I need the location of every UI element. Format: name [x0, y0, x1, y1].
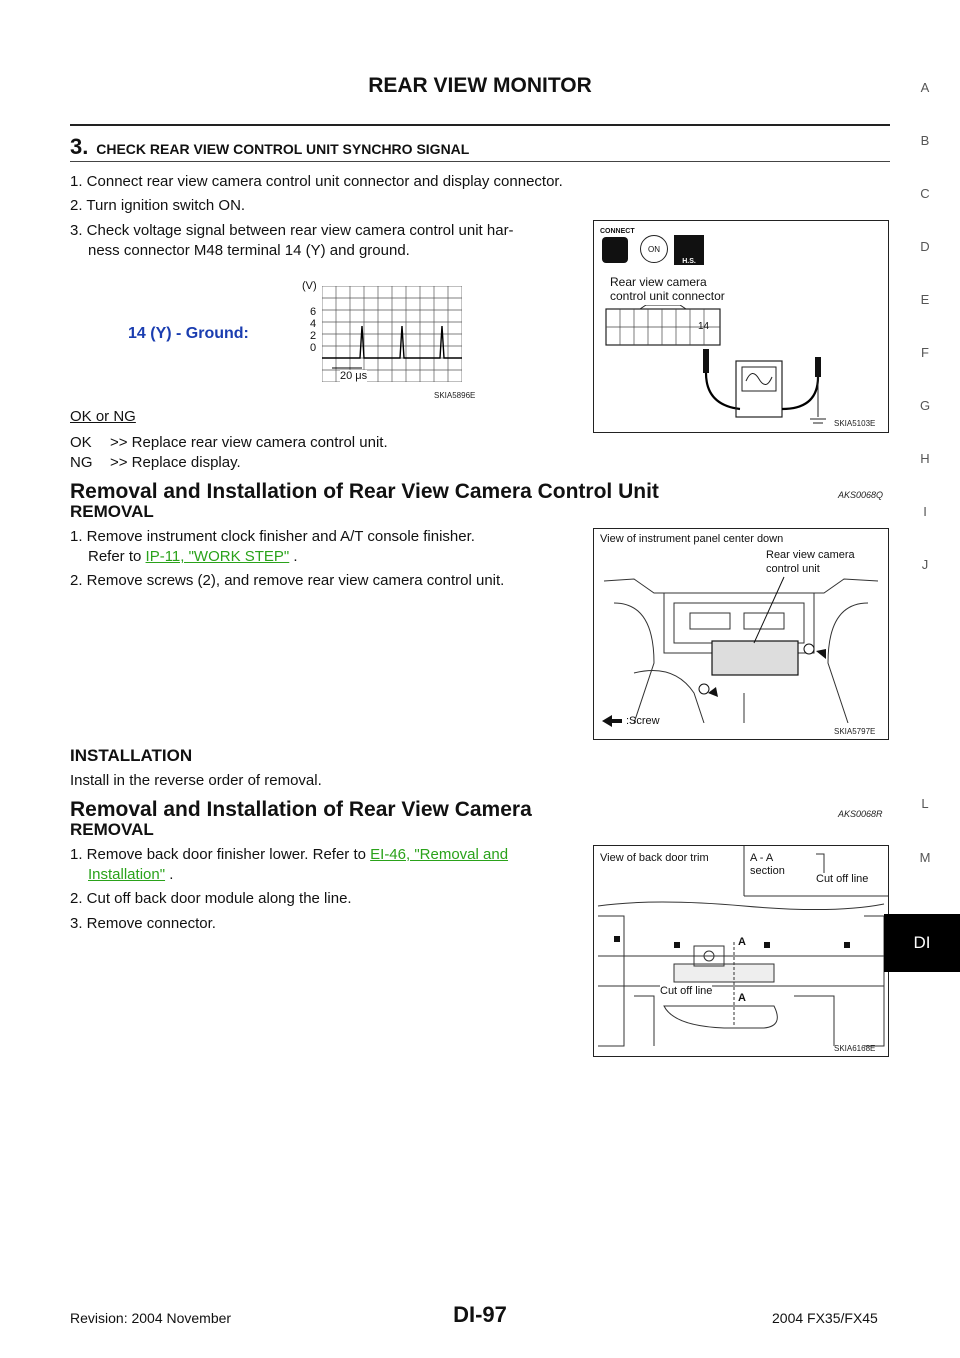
step-item-3-cont: ness connector M48 terminal 14 (Y) and ground.	[88, 242, 410, 259]
hs-label: H.S.	[682, 258, 696, 265]
ip-figure-title: View of instrument panel center down	[600, 533, 784, 545]
side-index-i[interactable]: I	[923, 504, 927, 519]
step-item-2: 2. Turn ignition switch ON.	[70, 197, 246, 214]
ip-figure-drawing	[594, 573, 888, 723]
step-heading	[70, 134, 469, 160]
connector-code: SKIA5103E	[834, 419, 876, 428]
ei46-link[interactable]: EI-46, "Removal and	[370, 846, 509, 863]
ok-ng-label: OK or NG	[70, 408, 136, 425]
side-index-b[interactable]: B	[920, 133, 930, 148]
connector-icon	[602, 237, 628, 263]
section1-removal-title: REMOVAL	[70, 502, 154, 521]
step-number: 3.	[70, 134, 89, 159]
step-rule	[70, 161, 890, 162]
section1-item-1: 1. Remove instrument clock finisher and A/T console finisher.	[70, 528, 475, 545]
section2-item-2: 2. Cut off back door module along the line.	[70, 890, 352, 907]
waveform-time: 20 μs	[340, 370, 368, 382]
waveform-label: 14 (Y) - Ground:	[128, 325, 249, 342]
ip-figure-code: SKIA5797E	[834, 727, 876, 736]
result-ok-key: OK	[70, 434, 92, 451]
step-item-1: 1. Connect rear view camera control unit connector and display connector.	[70, 173, 563, 190]
mark-a-bottom: A	[738, 992, 746, 1004]
section2-code: AKS0068R	[838, 809, 883, 819]
result-ng-key: NG	[70, 454, 93, 471]
section1-ref-text: Refer to	[88, 548, 146, 565]
section2-item-1-end: .	[165, 866, 174, 883]
back-door-figure-code: SKIA6168E	[834, 1044, 876, 1053]
step-title: CHECK REAR VIEW CONTROL UNIT SYNCHRO SIGNAL	[96, 141, 470, 157]
step-item-3: 3. Check voltage signal between rear view camera control unit har-	[70, 222, 514, 239]
section1-code: AKS0068Q	[838, 490, 884, 500]
section1-title: Removal and Installation of Rear View Camera Control Unit	[70, 480, 659, 503]
side-index-a[interactable]: A	[920, 80, 930, 95]
cut-off-line-label-1: Cut off line	[816, 873, 869, 885]
waveform-tick-4: 4	[310, 318, 317, 330]
section1-item-1-ref	[88, 547, 298, 567]
footer-page-number: DI-97	[453, 1302, 507, 1327]
back-door-figure	[593, 845, 889, 1057]
ip-figure-label1: Rear view camera	[766, 549, 855, 561]
page-header-title: REAR VIEW MONITOR	[368, 74, 592, 97]
on-label: ON	[648, 244, 660, 254]
terminal-number: 14	[698, 321, 710, 332]
side-index-f[interactable]: F	[921, 345, 929, 360]
waveform-tick-6: 6	[310, 306, 317, 318]
side-index-d[interactable]: D	[920, 239, 930, 254]
header-rule	[70, 124, 890, 126]
waveform-unit: (V)	[302, 280, 317, 292]
harness-side-icon	[674, 235, 704, 265]
result-ok-text: >> Replace rear view camera control unit.	[110, 434, 388, 451]
side-index-di-tab[interactable]: DI	[884, 914, 960, 972]
section-aa: A - A	[750, 852, 774, 864]
connector-line2: control unit connector	[610, 289, 725, 303]
back-door-figure-title: View of back door trim	[600, 852, 709, 864]
section1-ref-end: .	[289, 548, 298, 565]
footer-model: 2004 FX35/FX45	[772, 1310, 878, 1326]
section2-item-1-cont	[88, 865, 173, 885]
ei46-link-cont[interactable]: Installation"	[88, 866, 166, 883]
section2-item-1	[70, 845, 508, 865]
connector-line1: Rear view camera	[610, 275, 707, 289]
waveform-grid	[322, 286, 462, 382]
waveform-tick-0: 0	[310, 342, 317, 354]
connector-diagram	[600, 305, 840, 427]
result-ok	[70, 433, 388, 453]
connect-label: CONNECT	[600, 228, 635, 235]
waveform-tick-2: 2	[310, 330, 317, 342]
ip-figure-label2: control unit	[766, 563, 820, 575]
connector-figure	[593, 220, 889, 433]
side-index-m[interactable]: M	[919, 850, 931, 865]
mark-a-top: A	[738, 936, 746, 948]
side-index-e[interactable]: E	[920, 292, 930, 307]
waveform-code: SKIA5896E	[434, 391, 476, 400]
side-index-g[interactable]: G	[919, 398, 931, 413]
ip11-link[interactable]: IP-11, "WORK STEP"	[145, 548, 290, 565]
section1-item-2: 2. Remove screws (2), and remove rear view camera control unit.	[70, 572, 505, 589]
section1-installation-title: INSTALLATION	[70, 746, 193, 765]
instrument-panel-figure	[593, 528, 889, 740]
section-label: section	[750, 865, 785, 877]
result-ng	[70, 453, 241, 473]
screw-legend-arrow-icon	[600, 715, 624, 727]
section2-removal-title: REMOVAL	[70, 820, 154, 839]
side-index-j[interactable]: J	[921, 557, 929, 572]
side-index-c[interactable]: C	[920, 186, 930, 201]
section2-item-3: 3. Remove connector.	[70, 915, 216, 932]
cut-off-line-label-2: Cut off line	[660, 985, 713, 997]
ignition-on-icon	[640, 235, 668, 263]
section2-item-1-text: 1. Remove back door finisher lower. Refer to	[70, 846, 371, 863]
result-ng-text: >> Replace display.	[110, 454, 241, 471]
side-index-l[interactable]: L	[921, 796, 929, 811]
waveform-figure	[300, 278, 480, 402]
footer-revision: Revision: 2004 November	[70, 1310, 232, 1326]
section1-installation-text: Install in the reverse order of removal.	[70, 772, 322, 789]
side-index-h[interactable]: H	[920, 451, 930, 466]
screw-legend: :Screw	[626, 715, 660, 727]
section2-title: Removal and Installation of Rear View Camera	[70, 798, 532, 821]
